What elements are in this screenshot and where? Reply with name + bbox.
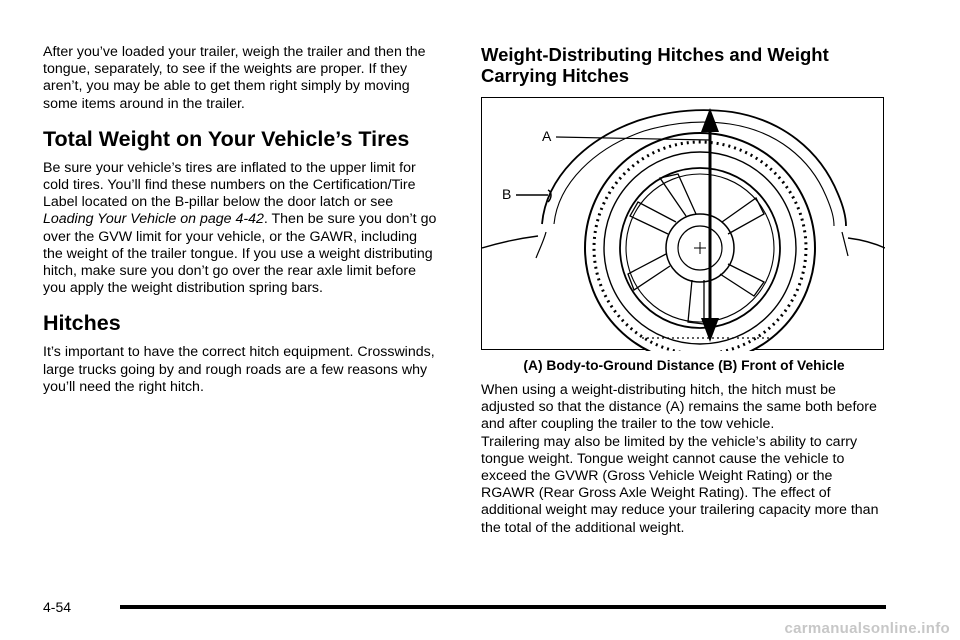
total-weight-text-end: . Then be sure you don’t go over the GVW limit for your vehicle, or the GAWR, including the weight of the trailer tongue. If you use a weight distributing hitch, make sure you don’t go over the rear axle limit before you apply the weight distribution spring bars. (43, 211, 437, 297)
hitches-paragraph: It’s important to have the correct hitch equipment. Crosswinds, large trucks going by and rough roads are a few reasons why you’ll need the right hitch. (43, 344, 435, 395)
wheel-diagram (482, 98, 885, 351)
total-weight-text-start: Be sure your vehicle’s tires are inflated to the upper limit for cold tires. You’ll find these numbers on the Certification/Tire Label located on the B-pillar below the door latch or see (43, 159, 416, 211)
tongue-weight-paragraph: Trailering may also be limited by the vehicle’s ability to carry tongue weight. Tongue weight cannot cause the vehicle to exceed the GVWR (Gross Vehicle Weight Rating) or the RGAWR (Rear Gross Axle Weight Rating). The effect of additional weight may reduce your trailering capacity more than the total of the additional weight. (481, 433, 879, 536)
left-column (43, 44, 439, 396)
label-a: A (542, 128, 552, 144)
total-weight-heading: Total Weight on Your Vehicle’s Tires (43, 126, 410, 151)
page-footer (43, 597, 893, 617)
intro-paragraph: After you’ve loaded your trailer, weigh the trailer and then the tongue, separately, to see if the weights are proper. If they aren’t, you may be able to get them right simply by moving some items around in the trailer. (43, 44, 426, 112)
page-number: 4-54 (43, 599, 72, 615)
footer-rule (120, 605, 886, 609)
distance-arrow-top (701, 108, 719, 132)
total-weight-paragraph (43, 160, 439, 298)
watermark: carmanualsonline.info (784, 620, 950, 637)
body-sill-left (482, 236, 538, 248)
wheel-diagram-figure (481, 97, 884, 350)
distance-paragraph: When using a weight-distributing hitch, the hitch must be adjusted so that the distance (A) remains the same both before and after coupling the trailer to the tow vehicle. (481, 382, 877, 433)
body-sill-right (848, 238, 885, 248)
hitches-heading: Hitches (43, 311, 121, 336)
right-column (481, 44, 887, 537)
loading-vehicle-link[interactable]: Loading Your Vehicle on page 4-42 (43, 211, 264, 228)
label-b: B (502, 186, 512, 202)
fender-lip-right (842, 232, 848, 256)
figure-caption: (A) Body-to-Ground Distance (B) Front of Vehicle (523, 358, 845, 373)
weight-hitches-heading: Weight-Distributing Hitches and Weight Carrying Hitches (481, 44, 829, 86)
